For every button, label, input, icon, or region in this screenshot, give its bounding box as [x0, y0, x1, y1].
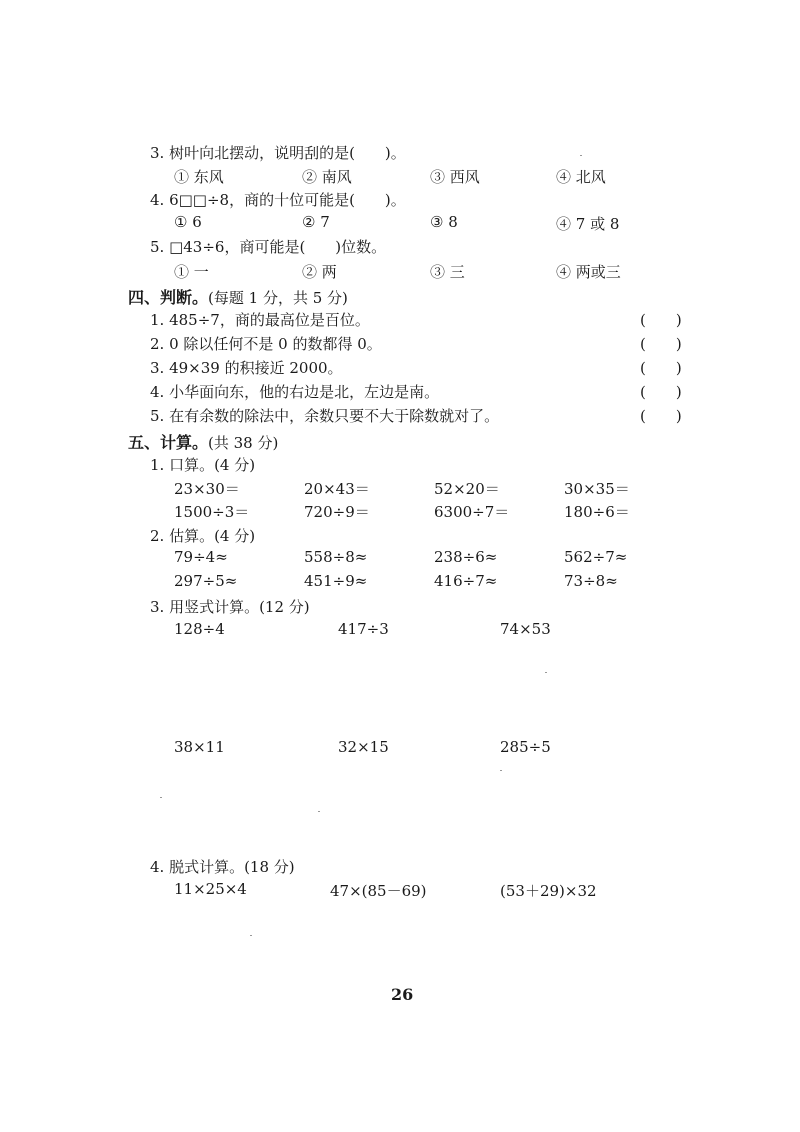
estimate-problem: 558÷8≈ — [304, 548, 368, 566]
mc-option: ① 东风 — [174, 168, 224, 186]
oral-problem: 720÷9＝ — [304, 503, 370, 521]
answer-blank[interactable]: ( ) — [640, 383, 682, 401]
mc-option: ③ 三 — [430, 263, 465, 281]
estimate-heading: 2. 估算。(4 分) — [150, 527, 256, 545]
oral-problem: 30×35＝ — [564, 480, 630, 498]
estimate-problem: 73÷8≈ — [564, 572, 618, 590]
oral-problem: 20×43＝ — [304, 480, 370, 498]
vertical-problem: 417÷3 — [338, 620, 389, 638]
judgement-item: 1. 485÷7，商的最高位是百位。 — [150, 311, 370, 329]
scan-speck — [160, 797, 162, 798]
page-number: 26 — [391, 985, 414, 1004]
answer-blank[interactable]: ( ) — [640, 359, 682, 377]
judgement-item: 4. 小华面向东，他的右边是北，左边是南。 — [150, 383, 440, 401]
section-5-heading — [128, 430, 278, 453]
answer-blank[interactable]: ( ) — [640, 311, 682, 329]
stepwise-problem: 11×25×4 — [174, 880, 247, 898]
oral-problem: 1500÷3＝ — [174, 503, 250, 521]
section-4-heading — [128, 285, 348, 308]
estimate-problem: 238÷6≈ — [434, 548, 498, 566]
scan-speck — [545, 672, 547, 673]
oral-problem: 180÷6＝ — [564, 503, 630, 521]
mc-option: ④ 北风 — [556, 168, 606, 186]
answer-blank[interactable]: ( ) — [640, 335, 682, 353]
estimate-problem: 297÷5≈ — [174, 572, 238, 590]
scan-speck — [580, 155, 582, 156]
mc-option: ④ 7 或 8 — [556, 215, 620, 233]
section-subtitle: (每题 1 分，共 5 分) — [208, 289, 348, 307]
vertical-problem: 285÷5 — [500, 738, 551, 756]
oral-problem: 52×20＝ — [434, 480, 500, 498]
mc-option: ② 南风 — [302, 168, 352, 186]
vertical-problem: 32×15 — [338, 738, 389, 756]
mc-stem: 5. □43÷6，商可能是( )位数。 — [150, 238, 387, 256]
scan-speck — [318, 811, 320, 812]
mc-option: ② 两 — [302, 263, 337, 281]
scan-speck — [500, 770, 502, 771]
judgement-item: 2. 0 除以任何不是 0 的数都得 0。 — [150, 335, 382, 353]
estimate-problem: 562÷7≈ — [564, 548, 628, 566]
mc-option: ① 一 — [174, 263, 209, 281]
oral-problem: 6300÷7＝ — [434, 503, 510, 521]
mc-option: ③ 8 — [430, 213, 458, 231]
estimate-problem: 79÷4≈ — [174, 548, 228, 566]
stepwise-heading: 4. 脱式计算。(18 分) — [150, 858, 295, 876]
section-subtitle: (共 38 分) — [208, 434, 279, 452]
mc-option: ④ 两或三 — [556, 263, 621, 281]
mc-stem: 3. 树叶向北摆动，说明刮的是( )。 — [150, 144, 406, 162]
section-title: 四、判断。 — [128, 288, 209, 307]
answer-blank[interactable]: ( ) — [640, 407, 682, 425]
vertical-heading: 3. 用竖式计算。(12 分) — [150, 598, 310, 616]
vertical-problem: 128÷4 — [174, 620, 225, 638]
mc-option: ② 7 — [302, 213, 330, 231]
oral-problem: 23×30＝ — [174, 480, 240, 498]
vertical-problem: 74×53 — [500, 620, 551, 638]
oral-heading: 1. 口算。(4 分) — [150, 456, 256, 474]
judgement-item: 5. 在有余数的除法中，余数只要不大于除数就对了。 — [150, 407, 500, 425]
mc-stem: 4. 6□□÷8，商的十位可能是( )。 — [150, 191, 406, 209]
estimate-problem: 451÷9≈ — [304, 572, 368, 590]
vertical-problem: 38×11 — [174, 738, 225, 756]
stepwise-problem: 47×(85－69) — [330, 882, 427, 900]
stepwise-problem: (53＋29)×32 — [500, 882, 597, 900]
estimate-problem: 416÷7≈ — [434, 572, 498, 590]
mc-option: ① 6 — [174, 213, 202, 231]
scan-speck — [250, 935, 252, 936]
mc-option: ③ 西风 — [430, 168, 480, 186]
section-title: 五、计算。 — [128, 433, 209, 452]
judgement-item: 3. 49×39 的积接近 2000。 — [150, 359, 343, 377]
